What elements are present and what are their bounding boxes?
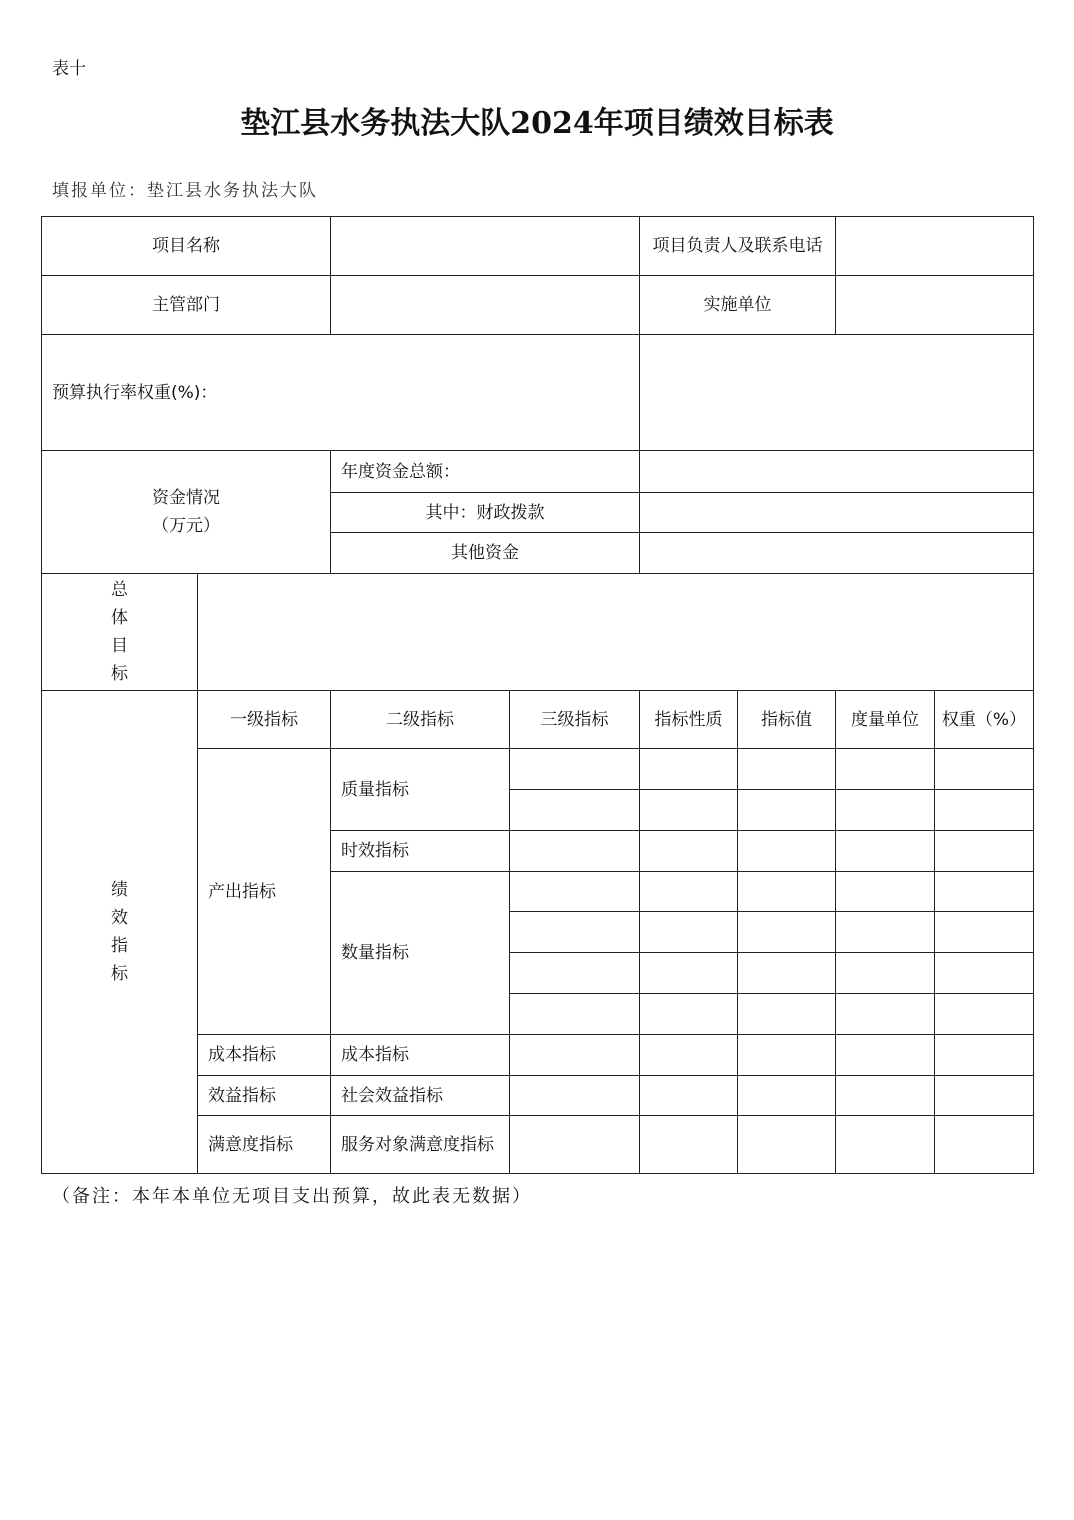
- quantity-row4-value[interactable]: [738, 994, 836, 1035]
- header-level3: 三级指标: [510, 691, 640, 749]
- quality-row2-weight[interactable]: [935, 790, 1034, 831]
- satisfaction-indicator-level2: 服务对象满意度指标: [331, 1116, 510, 1174]
- satisfaction-level3[interactable]: [510, 1116, 640, 1174]
- timeliness-value[interactable]: [738, 831, 836, 872]
- project-lead-label: 项目负责人及联系电话: [640, 217, 836, 276]
- quantity-row2-weight[interactable]: [935, 912, 1034, 953]
- annual-total-value[interactable]: [640, 451, 1034, 493]
- benefit-indicator-level1: 效益指标: [198, 1076, 331, 1116]
- cost-indicator-level2: 成本指标: [331, 1035, 510, 1076]
- quantity-row4-unit[interactable]: [836, 994, 935, 1035]
- quantity-row2-level3[interactable]: [510, 912, 640, 953]
- timeliness-weight[interactable]: [935, 831, 1034, 872]
- quantity-indicator-label: 数量指标: [331, 872, 510, 1035]
- cost-level3[interactable]: [510, 1035, 640, 1076]
- fiscal-allocation-label: 其中：财政拨款: [331, 493, 640, 533]
- overall-goal-label-text: 总体目标: [111, 580, 128, 684]
- header-level1: 一级指标: [198, 691, 331, 749]
- quality-row1-value[interactable]: [738, 749, 836, 790]
- quantity-row1-value[interactable]: [738, 872, 836, 912]
- cost-value[interactable]: [738, 1035, 836, 1076]
- quantity-row3-nature[interactable]: [640, 953, 738, 994]
- benefit-nature[interactable]: [640, 1076, 738, 1116]
- overall-goal-label: [42, 574, 198, 691]
- quantity-row4-level3[interactable]: [510, 994, 640, 1035]
- satisfaction-nature[interactable]: [640, 1116, 738, 1174]
- benefit-indicator-level2: 社会效益指标: [331, 1076, 510, 1116]
- cost-weight[interactable]: [935, 1035, 1034, 1076]
- quality-row1-nature[interactable]: [640, 749, 738, 790]
- quality-row1-level3[interactable]: [510, 749, 640, 790]
- funding-label: [42, 451, 331, 574]
- cost-indicator-level1: 成本指标: [198, 1035, 331, 1076]
- footnote: （备注：本年本单位无项目支出预算，故此表无数据）: [52, 1186, 532, 1207]
- supervising-dept-value[interactable]: [331, 276, 640, 335]
- page-title: 垫江县水务执法大队2024年项目绩效目标表: [240, 106, 834, 141]
- fiscal-allocation-value[interactable]: [640, 493, 1034, 533]
- quality-row2-nature[interactable]: [640, 790, 738, 831]
- supervising-dept-label: 主管部门: [42, 276, 331, 335]
- quantity-row4-weight[interactable]: [935, 994, 1034, 1035]
- quantity-row1-unit[interactable]: [836, 872, 935, 912]
- satisfaction-indicator-level1: 满意度指标: [198, 1116, 331, 1174]
- quality-row2-unit[interactable]: [836, 790, 935, 831]
- project-name-label: 项目名称: [42, 217, 331, 276]
- budget-rate-weight-value[interactable]: [640, 335, 1034, 451]
- quantity-row2-nature[interactable]: [640, 912, 738, 953]
- header-unit: 度量单位: [836, 691, 935, 749]
- quantity-row2-unit[interactable]: [836, 912, 935, 953]
- cost-nature[interactable]: [640, 1035, 738, 1076]
- quality-row1-weight[interactable]: [935, 749, 1034, 790]
- quality-indicator-label: 质量指标: [331, 749, 510, 831]
- funding-label-line2: （万元）: [152, 516, 220, 536]
- timeliness-nature[interactable]: [640, 831, 738, 872]
- other-funds-label: 其他资金: [331, 533, 640, 574]
- timeliness-level3[interactable]: [510, 831, 640, 872]
- annual-total-label: 年度资金总额：: [331, 451, 640, 493]
- quality-row2-value[interactable]: [738, 790, 836, 831]
- quantity-row3-level3[interactable]: [510, 953, 640, 994]
- quality-row2-level3[interactable]: [510, 790, 640, 831]
- timeliness-indicator-label: 时效指标: [331, 831, 510, 872]
- benefit-value[interactable]: [738, 1076, 836, 1116]
- filing-unit: 填报单位：垫江县水务执法大队: [52, 181, 318, 201]
- quantity-row1-nature[interactable]: [640, 872, 738, 912]
- quantity-row3-value[interactable]: [738, 953, 836, 994]
- funding-label-line1: 资金情况: [152, 488, 220, 508]
- budget-rate-weight-label: 预算执行率权重(%)：: [42, 335, 640, 451]
- overall-goal-value[interactable]: [198, 574, 1034, 691]
- satisfaction-value[interactable]: [738, 1116, 836, 1174]
- quality-row1-unit[interactable]: [836, 749, 935, 790]
- quantity-row3-unit[interactable]: [836, 953, 935, 994]
- timeliness-unit[interactable]: [836, 831, 935, 872]
- project-name-value[interactable]: [331, 217, 640, 276]
- performance-indicators-label: [42, 691, 198, 1174]
- quantity-row4-nature[interactable]: [640, 994, 738, 1035]
- header-weight: 权重（%）: [935, 691, 1034, 749]
- benefit-weight[interactable]: [935, 1076, 1034, 1116]
- header-level2: 二级指标: [331, 691, 510, 749]
- project-lead-value[interactable]: [836, 217, 1034, 276]
- quantity-row1-weight[interactable]: [935, 872, 1034, 912]
- performance-indicators-label-text: 绩效指标: [111, 880, 128, 984]
- implementing-unit-label: 实施单位: [640, 276, 836, 335]
- benefit-unit[interactable]: [836, 1076, 935, 1116]
- cost-unit[interactable]: [836, 1035, 935, 1076]
- header-nature: 指标性质: [640, 691, 738, 749]
- header-value: 指标值: [738, 691, 836, 749]
- quantity-row3-weight[interactable]: [935, 953, 1034, 994]
- other-funds-value[interactable]: [640, 533, 1034, 574]
- benefit-level3[interactable]: [510, 1076, 640, 1116]
- performance-target-table: [41, 216, 1034, 1174]
- implementing-unit-value[interactable]: [836, 276, 1034, 335]
- satisfaction-unit[interactable]: [836, 1116, 935, 1174]
- quantity-row1-level3[interactable]: [510, 872, 640, 912]
- satisfaction-weight[interactable]: [935, 1116, 1034, 1174]
- quantity-row2-value[interactable]: [738, 912, 836, 953]
- table-label: 表十: [52, 59, 86, 79]
- output-indicator-label: 产出指标: [198, 749, 331, 1035]
